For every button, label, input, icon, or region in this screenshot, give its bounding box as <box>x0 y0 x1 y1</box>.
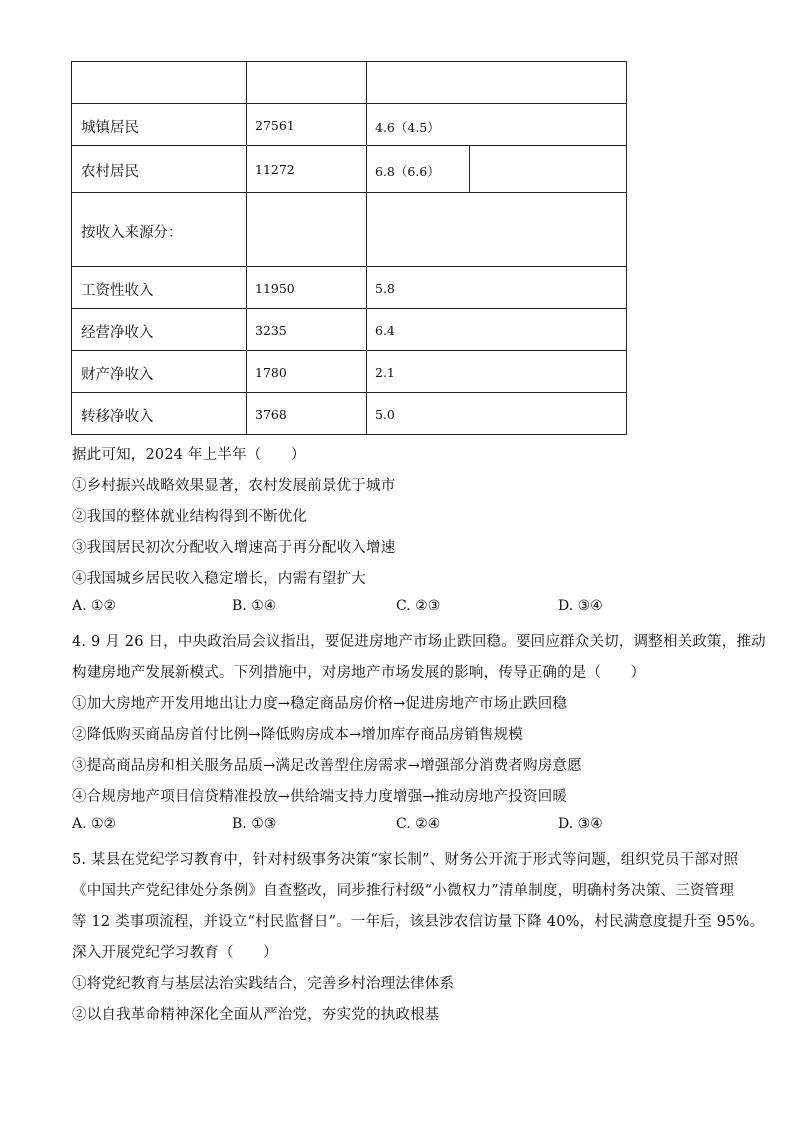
table-cell-growth: 2.1 <box>375 365 395 380</box>
table-rule <box>71 266 627 267</box>
table-rule <box>246 61 247 435</box>
statement: ③提高商品房和相关服务品质→满足改善型住房需求→增强部分消费者购房意愿 <box>72 758 582 774</box>
table-rule <box>71 434 627 435</box>
statement: ②以自我革命精神深化全面从严治党，夯实党的执政根基 <box>72 1007 440 1023</box>
table-cell-value: 27561 <box>255 118 295 133</box>
table-rule <box>469 145 470 192</box>
table-cell-value: 3235 <box>255 323 287 338</box>
table-rule <box>71 61 72 435</box>
table-rule <box>71 145 627 146</box>
option-a: A. ①② <box>72 816 117 832</box>
option-a: A. ①② <box>72 598 117 614</box>
table-cell-label: 经营净收入 <box>81 325 154 341</box>
table-cell-growth: 6.4 <box>375 323 395 338</box>
table-cell-label: 转移净收入 <box>81 409 154 425</box>
question-stem: 等 12 类事项流程，并设立“村民监督日”。一年后，该县涉农信访量下降 40%，村民满意度提升至 95%。 <box>72 914 765 930</box>
statement: ①加大房地产开发用地出让力度→稳定商品房价格→促进房地产市场止跌回稳 <box>72 696 568 712</box>
table-rule <box>71 350 627 351</box>
statement: ③我国居民初次分配收入增速高于再分配收入增速 <box>72 540 396 556</box>
table-cell-value: 3768 <box>255 407 287 422</box>
option-c: C. ②③ <box>396 598 441 614</box>
income-table <box>71 61 627 435</box>
table-cell-growth: 6.8（6.6） <box>375 164 440 179</box>
table-cell-value: 1780 <box>255 365 287 380</box>
question-stem: 《中国共产党纪律处分条例》自查整改，同步推行村级“小微权力”清单制度，明确村务决策、三资管理 <box>72 883 735 899</box>
table-rule <box>71 308 627 309</box>
table-cell-growth: 5.8 <box>375 281 395 296</box>
table-cell-label: 按收入来源分： <box>81 225 183 241</box>
question-stem: 深入开展党纪学习教育（ ） <box>72 945 278 961</box>
option-d: D. ③④ <box>558 816 603 832</box>
table-cell-label: 财产净收入 <box>81 367 154 383</box>
statement: ①乡村振兴战略效果显著，农村发展前景优于城市 <box>72 478 396 494</box>
table-rule <box>71 192 627 193</box>
statement: ②我国的整体就业结构得到不断优化 <box>72 509 308 525</box>
statement: ④合规房地产项目信贷精准投放→供给端支持力度增强→推动房地产投资回暖 <box>72 789 568 805</box>
question-stem: 构建房地产发展新模式。下列措施中，对房地产市场发展的影响，传导正确的是（ ） <box>72 665 646 681</box>
table-cell-value: 11272 <box>255 162 295 177</box>
table-cell-label: 城镇居民 <box>81 120 139 136</box>
question-stem: 据此可知，2024 年上半年（ ） <box>72 447 306 463</box>
table-cell-growth: 4.6（4.5） <box>375 120 440 135</box>
table-rule <box>71 392 627 393</box>
option-c: C. ②④ <box>396 816 441 832</box>
statement: ④我国城乡居民收入稳定增长，内需有望扩大 <box>72 571 366 587</box>
question-stem: 5. 某县在党纪学习教育中，针对村级事务决策“家长制”、财务公开流于形式等问题，组织党员干部对照 <box>72 852 739 868</box>
table-cell-label: 农村居民 <box>81 164 139 180</box>
table-rule <box>71 61 627 62</box>
table-cell-growth: 5.0 <box>375 407 395 422</box>
table-rule <box>366 61 367 435</box>
table-cell-label: 工资性收入 <box>81 283 154 299</box>
option-b: B. ①④ <box>232 598 277 614</box>
table-rule <box>626 61 627 435</box>
question-stem: 4. 9 月 26 日，中央政治局会议指出，要促进房地产市场止跌回稳。要回应群众关切，调整相关政策，推动 <box>72 634 766 650</box>
option-d: D. ③④ <box>558 598 603 614</box>
statement: ②降低购买商品房首付比例→降低购房成本→增加库存商品房销售规模 <box>72 727 523 743</box>
statement: ①将党纪教育与基层法治实践结合，完善乡村治理法律体系 <box>72 976 455 992</box>
table-rule <box>71 103 627 104</box>
table-cell-value: 11950 <box>255 281 295 296</box>
option-b: B. ①③ <box>232 816 277 832</box>
